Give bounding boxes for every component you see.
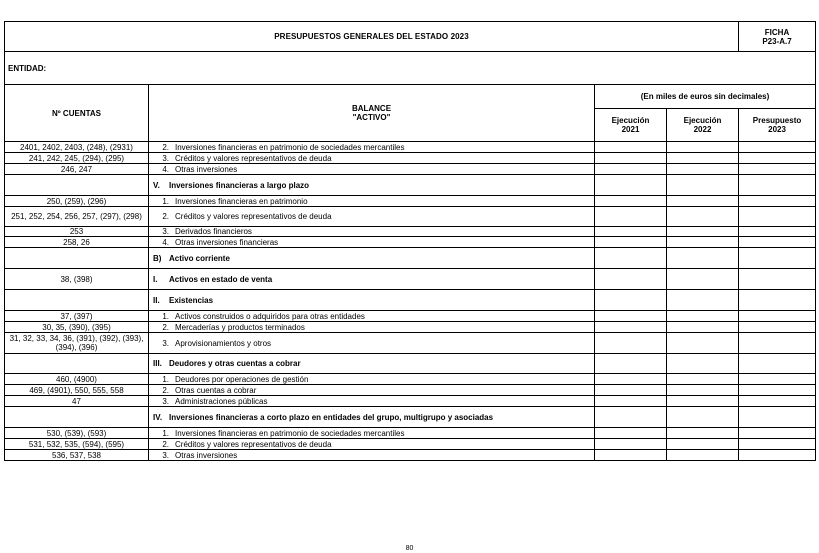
account-numbers-cell: 530, (539), (593) [5, 428, 149, 439]
line-item-cell [149, 196, 595, 207]
ejecucion-2022-value-cell[interactable] [667, 407, 739, 428]
ejecucion-2021-value-cell[interactable] [595, 175, 667, 196]
account-numbers-cell: 241, 242, 245, (294), (295) [5, 153, 149, 164]
presupuesto-2023-value-cell[interactable] [739, 333, 816, 354]
account-numbers-cell: 258, 26 [5, 237, 149, 248]
item-number: 4. [162, 164, 169, 174]
item-number: 2. [162, 142, 169, 152]
presupuesto-2023-value-cell[interactable] [739, 322, 816, 333]
account-numbers-cell: 531, 532, 535, (594), (595) [5, 439, 149, 450]
table-row [5, 153, 816, 164]
item-number: 3. [162, 450, 169, 460]
table-row [5, 237, 816, 248]
ejecucion-2022-value-cell[interactable] [667, 269, 739, 290]
line-item-cell [149, 227, 595, 237]
item-number: 3. [162, 227, 169, 236]
table-row [5, 175, 816, 196]
ejecucion-2022-value-cell[interactable] [667, 290, 739, 311]
item-label: Derivados financieros [175, 227, 252, 236]
item-number: 3. [162, 153, 169, 163]
item-number: IV. [153, 412, 163, 422]
account-numbers-cell: 47 [5, 396, 149, 407]
item-number: 2. [162, 212, 169, 221]
ejecucion-2021-value-cell[interactable] [595, 164, 667, 175]
account-numbers-cell: 2401, 2402, 2403, (248), (2931) [5, 142, 149, 153]
ejecucion-2021-value-cell[interactable] [595, 248, 667, 269]
ejecucion-2022-value-cell[interactable] [667, 311, 739, 322]
item-number: I. [153, 274, 158, 284]
item-label: Inversiones financieras a largo plazo [169, 180, 310, 190]
item-label: Mercaderías y productos terminados [175, 322, 305, 332]
ejecucion-2022-value-cell[interactable] [667, 248, 739, 269]
ejecucion-2021-value-cell[interactable] [595, 428, 667, 439]
ejecucion-2022-value-cell[interactable] [667, 374, 739, 385]
ejecucion-2021-value-cell[interactable] [595, 227, 667, 237]
account-numbers-cell [5, 290, 149, 311]
item-label: Existencias [169, 295, 214, 305]
section-heading-cell [149, 354, 595, 374]
item-number: II. [153, 295, 160, 305]
line-item-cell [149, 374, 595, 385]
item-number: 1. [162, 428, 169, 438]
account-numbers-cell [5, 407, 149, 428]
entidad-field: ENTIDAD: [5, 52, 816, 85]
balance-heading: BALANCE [351, 104, 392, 113]
table-row [5, 333, 816, 354]
item-label: Otras cuentas a cobrar [175, 385, 257, 395]
table-row [5, 248, 816, 269]
table-row [5, 450, 816, 461]
ejecucion-2021-value-cell[interactable] [595, 333, 667, 354]
ejecucion-2022-value-cell[interactable] [667, 196, 739, 207]
ejecucion-2021-value-cell[interactable] [595, 196, 667, 207]
presupuesto-2023-value-cell[interactable] [739, 227, 816, 237]
ejecucion-2021-value-cell[interactable] [595, 396, 667, 407]
item-label: Activo corriente [169, 253, 230, 263]
account-numbers-cell: 251, 252, 254, 256, 257, (297), (298) [5, 207, 149, 227]
ejecucion-2021-value-cell[interactable] [595, 269, 667, 290]
presupuesto-2023-value-cell[interactable] [739, 311, 816, 322]
ejecucion-2021-year: 2021 [621, 125, 640, 134]
ejecucion-2022-value-cell[interactable] [667, 153, 739, 164]
item-number: 2. [162, 385, 169, 395]
item-number: 1. [162, 374, 169, 384]
account-numbers-cell [5, 248, 149, 269]
item-label: Aprovisionamientos y otros [175, 338, 272, 348]
item-label: Otras inversiones [175, 450, 238, 460]
account-numbers-cell: 37, (397) [5, 311, 149, 322]
ejecucion-2022-value-cell[interactable] [667, 450, 739, 461]
table-row [5, 311, 816, 322]
presupuesto-2023-value-cell[interactable] [739, 237, 816, 248]
col-header-ejecucion-2022 [667, 109, 739, 142]
ejecucion-2021-value-cell[interactable] [595, 354, 667, 374]
ejecucion-2022-value-cell[interactable] [667, 322, 739, 333]
account-numbers-cell: 31, 32, 33, 34, 36, (391), (392), (393), (394), (396) [5, 333, 149, 354]
presupuesto-2023-value-cell[interactable] [739, 164, 816, 175]
ejecucion-2022-value-cell[interactable] [667, 142, 739, 153]
table-row [5, 269, 816, 290]
account-numbers-cell: 536, 537, 538 [5, 450, 149, 461]
presupuesto-2023-value-cell[interactable] [739, 142, 816, 153]
presupuesto-2023-value-cell[interactable] [739, 290, 816, 311]
line-item-cell [149, 450, 595, 461]
item-number: 3. [162, 396, 169, 406]
ejecucion-2021-value-cell[interactable] [595, 385, 667, 396]
units-header: (En miles de euros sin decimales) [595, 85, 816, 109]
item-number: 3. [162, 338, 169, 348]
ejecucion-2022-value-cell[interactable] [667, 428, 739, 439]
ejecucion-2022-year: 2022 [693, 125, 712, 134]
item-number: 1. [162, 196, 169, 206]
section-heading-cell [149, 407, 595, 428]
item-label: Créditos y valores representativos de deuda [175, 212, 332, 221]
section-heading-cell [149, 269, 595, 290]
col-header-presupuesto-2023 [739, 109, 816, 142]
ejecucion-2021-value-cell[interactable] [595, 207, 667, 227]
ejecucion-2021-label: Ejecución [611, 116, 650, 125]
section-heading-cell [149, 290, 595, 311]
ejecucion-2021-value-cell[interactable] [595, 311, 667, 322]
presupuesto-2023-value-cell[interactable] [739, 196, 816, 207]
table-row [5, 428, 816, 439]
presupuesto-2023-value-cell[interactable] [739, 407, 816, 428]
ejecucion-2021-value-cell[interactable] [595, 450, 667, 461]
section-heading-cell [149, 175, 595, 196]
account-numbers-cell [5, 354, 149, 374]
item-number: 2. [162, 322, 169, 332]
account-numbers-cell: 30, 35, (390), (395) [5, 322, 149, 333]
table-row [5, 407, 816, 428]
item-label: Activos construidos o adquiridos para otras entidades [175, 311, 365, 321]
item-label: Otras inversiones financieras [175, 237, 279, 247]
ejecucion-2022-value-cell[interactable] [667, 164, 739, 175]
item-label: Inversiones financieras en patrimonio de sociedades mercantiles [175, 142, 405, 152]
account-numbers-cell: 460, (4900) [5, 374, 149, 385]
section-heading-cell [149, 248, 595, 269]
account-numbers-cell: 250, (259), (296) [5, 196, 149, 207]
table-row [5, 196, 816, 207]
item-label: Inversiones financieras en patrimonio de sociedades mercantiles [175, 428, 405, 438]
item-label: Otras inversiones [175, 164, 238, 174]
presupuesto-2023-value-cell[interactable] [739, 396, 816, 407]
line-item-cell [149, 164, 595, 175]
presupuesto-2023-value-cell[interactable] [739, 428, 816, 439]
table-row [5, 164, 816, 175]
line-item-cell [149, 237, 595, 248]
item-number: III. [153, 359, 162, 368]
item-label: Inversiones financieras a corto plazo en entidades del grupo, multigrupo y asociadas [169, 412, 494, 422]
item-number: 1. [162, 311, 169, 321]
ejecucion-2022-value-cell[interactable] [667, 227, 739, 237]
line-item-cell [149, 311, 595, 322]
balance-form-table [4, 21, 816, 461]
item-number: V. [153, 180, 160, 190]
table-row [5, 385, 816, 396]
ejecucion-2022-value-cell[interactable] [667, 354, 739, 374]
table-row [5, 322, 816, 333]
ejecucion-2021-value-cell[interactable] [595, 142, 667, 153]
activo-heading: "ACTIVO" [352, 113, 391, 122]
line-item-cell [149, 322, 595, 333]
ejecucion-2022-value-cell[interactable] [667, 396, 739, 407]
item-number: 4. [162, 237, 169, 247]
ejecucion-2021-value-cell[interactable] [595, 374, 667, 385]
line-item-cell [149, 396, 595, 407]
line-item-cell [149, 428, 595, 439]
table-row [5, 207, 816, 227]
presupuesto-2023-value-cell[interactable] [739, 153, 816, 164]
ejecucion-2022-value-cell[interactable] [667, 175, 739, 196]
presupuesto-2023-value-cell[interactable] [739, 439, 816, 450]
item-label: Deudores y otras cuentas a cobrar [169, 359, 301, 368]
col-header-cuentas: Nº CUENTAS [5, 85, 149, 142]
account-numbers-cell [5, 175, 149, 196]
line-item-cell [149, 439, 595, 450]
col-header-balance [149, 85, 595, 142]
table-row [5, 396, 816, 407]
ejecucion-2021-value-cell[interactable] [595, 407, 667, 428]
table-row [5, 290, 816, 311]
item-label: Créditos y valores representativos de deuda [175, 153, 332, 163]
item-number: B) [153, 253, 162, 263]
presupuesto-2023-value-cell[interactable] [739, 207, 816, 227]
table-row [5, 142, 816, 153]
ficha-code [739, 22, 816, 52]
ejecucion-2021-value-cell[interactable] [595, 290, 667, 311]
ejecucion-2021-value-cell[interactable] [595, 322, 667, 333]
line-item-cell [149, 385, 595, 396]
ejecucion-2021-value-cell[interactable] [595, 237, 667, 248]
ejecucion-2022-label: Ejecución [683, 116, 722, 125]
presupuesto-2023-year: 2023 [768, 125, 786, 134]
table-row [5, 227, 816, 237]
presupuesto-2023-value-cell[interactable] [739, 374, 816, 385]
ejecucion-2021-value-cell[interactable] [595, 153, 667, 164]
item-number: 2. [162, 439, 169, 449]
document-title: PRESUPUESTOS GENERALES DEL ESTADO 2023 [5, 22, 739, 52]
ejecucion-2022-value-cell[interactable] [667, 385, 739, 396]
item-label: Deudores por operaciones de gestión [175, 374, 309, 384]
line-item-cell [149, 153, 595, 164]
line-item-cell [149, 333, 595, 354]
ejecucion-2022-value-cell[interactable] [667, 237, 739, 248]
presupuesto-2023-value-cell[interactable] [739, 450, 816, 461]
line-item-cell [149, 142, 595, 153]
ficha-label: FICHA [764, 27, 790, 37]
table-row [5, 439, 816, 450]
item-label: Activos en estado de venta [169, 274, 273, 284]
account-numbers-cell: 246, 247 [5, 164, 149, 175]
col-header-ejecucion-2021 [595, 109, 667, 142]
account-numbers-cell: 469, (4901), 550, 555, 558 [5, 385, 149, 396]
page-number: 80 [405, 545, 414, 552]
table-row [5, 374, 816, 385]
table-row [5, 354, 816, 374]
ficha-number: P23-A.7 [762, 36, 792, 46]
account-numbers-cell: 253 [5, 227, 149, 237]
presupuesto-2023-value-cell[interactable] [739, 269, 816, 290]
ejecucion-2022-value-cell[interactable] [667, 207, 739, 227]
presupuesto-2023-value-cell[interactable] [739, 385, 816, 396]
item-label: Inversiones financieras en patrimonio [175, 196, 308, 206]
presupuesto-2023-value-cell[interactable] [739, 248, 816, 269]
ejecucion-2022-value-cell[interactable] [667, 333, 739, 354]
presupuesto-2023-value-cell[interactable] [739, 354, 816, 374]
line-item-cell [149, 207, 595, 227]
item-label: Administraciones públicas [175, 396, 268, 406]
ejecucion-2022-value-cell[interactable] [667, 439, 739, 450]
presupuesto-2023-label: Presupuesto [752, 116, 802, 125]
presupuesto-2023-value-cell[interactable] [739, 175, 816, 196]
account-numbers-cell: 38, (398) [5, 269, 149, 290]
ejecucion-2021-value-cell[interactable] [595, 439, 667, 450]
item-label: Créditos y valores representativos de deuda [175, 439, 332, 449]
